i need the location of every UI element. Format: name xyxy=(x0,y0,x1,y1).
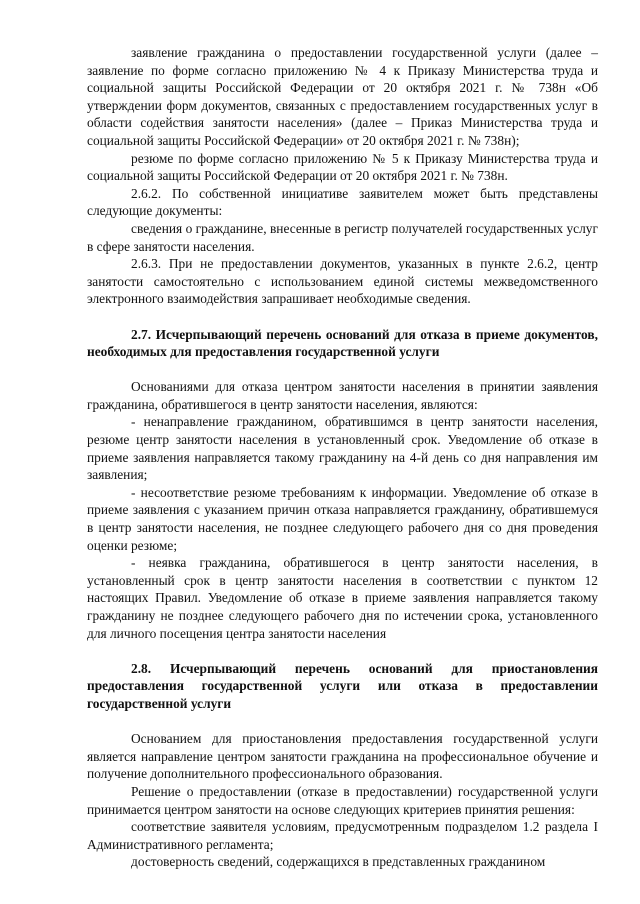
paragraph-application: заявление гражданина о предоставлении государственной услуги (далее – заявление по форме согласно приложению № 4 к Приказу Министерства труда и социальной защиты Российской Федерации от 20 октября 2021 г. № 738н «Об утверждении форм документов, связанных с предоставлением государственных услуг в области содействия занятости населения» (далее – Приказ Министерства труда и социальной защиты Российской Федерации» от 20 октября 2021 г. № 738н); xyxy=(87,45,598,148)
paragraph-2-6-2: 2.6.2. По собственной инициативе заявителем может быть представлены следующие документы: xyxy=(87,185,598,219)
section-2-7-paragraph: - ненаправление гражданином, обратившимся в центр занятости населения, резюме центр занятости населения в установленный срок. Уведомление об отказе в приеме заявления направляется такому гражданину на 4-й день со дня направления им заявления; xyxy=(87,414,598,483)
section-2-8-heading: 2.8. Исчерпывающий перечень оснований для приостановления предоставления государственной услуги или отказа в предоставлении государственной услуги xyxy=(87,660,598,711)
section-2-7-paragraph: - несоответствие резюме требованиям к информации. Уведомление об отказе в приеме заявления с указанием причин отказа направляется гражданину, обратившемуся в центр занятости населения, не позднее следующего рабочего дня со дня проведения оценки резюме; xyxy=(87,484,598,553)
paragraph-2-6-3: 2.6.3. При не предоставлении документов, указанных в пункте 2.6.2, центр занятости самостоятельно с использованием единой системы межведомственного электронного взаимодействия запрашивает необходимые сведения. xyxy=(87,256,598,307)
section-2-7-paragraph: - неявка гражданина, обратившегося в центр занятости населения, в установленный срок в центр занятости населения в соответствии с пунктом 12 настоящих Правил. Уведомление об отказе в приеме заявления направляется такому гражданину не позднее следующего рабочего дня по истечении срока, установленного для личного посещения центра занятости населения xyxy=(87,555,598,641)
section-2-7-paragraph: Основаниями для отказа центром занятости населения в принятии заявления гражданина, обратившегося в центр занятости населения, являются: xyxy=(87,379,598,412)
paragraph-resume: резюме по форме согласно приложению № 5 к Приказу Министерства труда и социальной защиты Российской Федерации от 20 октября 2021 г. № 738н. xyxy=(87,150,598,184)
section-2-8-paragraph: Решение о предоставлении (отказе в предоставлении) государственной услуги принимается центром занятости на основе следующих критериев принятия решения: xyxy=(87,783,598,817)
section-2-8-paragraph: соответствие заявителя условиям, предусмотренным подразделом 1.2 раздела I Административного регламента; xyxy=(87,819,598,852)
section-2-8-paragraph: Основанием для приостановления предоставления государственной услуги является направление центром занятости гражданина на профессиональное обучение и получение дополнительного профессионального образования. xyxy=(87,731,598,782)
section-2-8-paragraph: достоверность сведений, содержащихся в представленных гражданином xyxy=(131,854,546,870)
section-2-7-heading: 2.7. Исчерпывающий перечень оснований для отказа в приеме документов, необходимых для предоставления государственной услуги xyxy=(87,326,598,360)
paragraph-citizen-info: сведения о гражданине, внесенные в регистр получателей государственных услуг в сфере занятости населения. xyxy=(87,220,598,254)
